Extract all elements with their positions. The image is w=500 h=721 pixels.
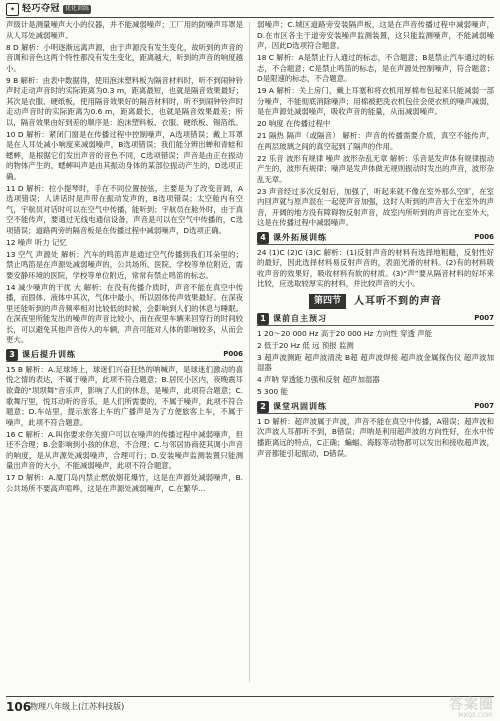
answer-paragraph: 4 声呐 穿透能力强和反射 超声加湿器: [257, 375, 380, 385]
page-number: 106: [6, 700, 32, 714]
section-number: 4: [257, 232, 269, 244]
chapter-section-label: 第四节: [309, 294, 346, 309]
section-title: 课外拓展训练: [273, 233, 327, 243]
answer-paragraph: 3 超声波测距 超声波清洗 B超 超声波焊接 超声波金属探伤仪 超声波加湿器: [257, 352, 494, 373]
answer-paragraph: 1 20～20 000 Hz 高于20 000 Hz 方向性 穿透 声能: [257, 328, 433, 338]
section-title: 课后提升训练: [22, 350, 76, 360]
section-number: 1: [257, 313, 269, 325]
section-header-preview: [257, 313, 494, 326]
header-rule: [6, 17, 494, 18]
answer-paragraph: 21 隔热 隔声（或隔音） 解析：声音的传播需要介质，真空不能传声，在两层玻璃之间的真空起到了隔声的作用。: [257, 131, 494, 151]
section-header-consolidation: [257, 401, 494, 414]
answer-paragraph: 15 B 解析：A.足球场上，球迷们兴奋狂热的呐喊声，是球迷们激动的喜悦之情的表达，不属于噪声，此项不符合题意；B.居民小区内，夜晚震耳欲聋的“坝坝舞”音乐声，影响了人们的休息，是噪声，此项符合题意；C.歌舞厅里，悦耳动听的音乐，是人们所需要的，不属于噪声，此项不符合题意；D.车站里，提示旅客上车的广播声是为了方便旅客上车，不属于噪声，此项不符合题意。: [6, 364, 243, 427]
answer-paragraph: 13 空气 声源处 解析：汽车的鸣笛声是通过空气传播到我们耳朵里的；禁止鸣笛是在声源处减弱噪声的，公共场所、医院、学校等单位附近，需要安静环境的医院，学校等单位附近，常常有禁止鸣笛的标志。: [6, 249, 243, 280]
answer-paragraph: 20 响度 在传播过程中: [257, 119, 331, 129]
answer-paragraph: 8 D 解析：小明逐渐远离声源，由于声源没有发生变化，故听到的声音的音调和音色这两个特性都没有发生变化，距离越大，听到的声音的响度越小。: [6, 42, 243, 73]
answer-paragraph: 23 声音经过多次反射后，加强了，听起来就不像在室外那么空旷，在室内回声就与原声混在一起使声音加强，这时人听到的声音大于在室外的声音，开阔的地方没有障碍物反射声音，故室内所听到的声音比在室外大，这是在传播过程中减弱噪声。: [257, 186, 494, 228]
answer-paragraph: 2 低于20 Hz 低 远 预报 监测: [257, 340, 354, 350]
section-page-ref: P006: [223, 350, 243, 358]
answer-paragraph: 22 乐音 波形有规律 噪声 波形杂乱无章 解析：乐音是发声体有规律振动产生的，波形有规律；噪声是发声体做无规则振动时发出的声音，波形杂乱无章。: [257, 153, 494, 184]
brand-logo: [6, 3, 91, 16]
answer-paragraph: 14 减少噪声的干扰 大 解析：在没有传播介质时，声音不能在真空中传播，而固体、液体中其次，气体中最小，所以固体传声效果最好。在深夜里还能听到的声音频率相对比较低的时候，会影响到人们的休息与睡眠。在深夜里所能发出的噪声的声音比较小，而在夜里车辆来回穿行的时间较长，可以避免其他声音传入的车辆，声音可能对人体的影响较多，从而会更大。: [6, 282, 243, 345]
answer-paragraph: 19 A 解析：关上房门，戴上耳塞和将衣机用厚棉布包起来只能减弱一部分噪声，不能彻底消除噪声；用棉被把洗衣机包住会使衣机的噪声减弱，是在声源处减弱噪声，吸收声音的能量，从而减弱噪声。: [257, 86, 494, 117]
answer-paragraph: 24 (1)C (2)C (3)C 解析：(1)反射声音的材料有选择地粗糙，反射性好的最好，因此选择材料易反射声音的，表面光滑的材料。(2)有的材料吸收声音的效果好，吸收材料有软的材质。(3)“声”要从隔音材料的好坏来比较，应选取较厚实的材料，并比较声音的大小。: [257, 247, 494, 289]
answer-paragraph: 18 C 解析：A是禁止行人通过的标志，不合题意；B是禁止汽车通过的标志，不合题意；C是禁止鸣笛的标志，是在声源处控制噪声，符合题意；D是限速的标志，不合题意。: [257, 53, 494, 84]
footer-rule: [6, 696, 494, 697]
answer-paragraph: 5 300 能: [257, 387, 288, 397]
right-column: [257, 20, 494, 461]
section-title: 课堂巩固训练: [273, 402, 327, 412]
section-number: 2: [257, 401, 269, 413]
chapter-heading: [257, 294, 494, 310]
answer-paragraph: 1 D 解析：超声波属于声波，声音不能在真空中传播，A错误；超声波和次声波人耳都听不到，B错误；声呐是利用超声波的方向性好，在水中传播距离远的特点，C正确；蝙蝠、海豚等动物都可以发出和接收超声波，声音都能引起振动，D错误。: [257, 416, 494, 458]
answer-paragraph: 17 D 解析：A.厦门岛内禁止燃放烟花爆竹，这是在声源处减弱噪声，B.公共场所不要高声喧哗，这是在声源处减弱噪声，C.在繁华...: [6, 473, 243, 493]
answer-paragraph: 声级计是测量噪声大小的仪器，并不能减弱噪声；工厂用的防噪声耳罩是从人耳处减弱噪声。: [6, 20, 243, 40]
section-header-after-class: [6, 349, 243, 362]
page-footer: [6, 696, 494, 719]
answer-paragraph: 16 C 解析：A.叫你要求你关窗户可以在噪声的传播过程中减弱噪声，但还不合理；B.会影响到小孩的休息，不合理；C.与邻居协商使其调小声音的响度，是从声源处减弱噪声，合理可行；D.安装噪声监测装置只能测量出声音的大小，不能减弱噪声，此项不符合题意。: [6, 429, 243, 471]
section-header-extension: [257, 232, 494, 245]
answer-paragraph: 12 噪声 听力 记忆: [6, 237, 67, 247]
chapter-title: 人耳听不到的声音: [354, 295, 442, 307]
section-page-ref: P007: [474, 401, 494, 410]
logo-subtitle: 优化训练: [65, 5, 90, 13]
column-divider: [249, 22, 250, 682]
answer-paragraph: 弱噪声；C.城区道路旁安装隔声板，这是在声音传播过程中减弱噪声，D.在市区各主干道旁安装噪声监测装置，这只能监测噪声，不能减弱噪声，因此D选项符合题意。: [257, 20, 494, 51]
section-title: 课前自主预习: [273, 314, 327, 324]
section-page-ref: P006: [474, 232, 494, 241]
section-number: 3: [6, 349, 18, 361]
logo-text: 轻巧夺冠: [22, 4, 61, 15]
answer-paragraph: 9 B 解析：由表中数据得，使用泡沫塑料板为隔音材料时，听不到闹钟铃声时走动声音时的实际距离为0.3 m，距离最短，也就是隔音效果最好；其次是衣服、硬纸板，使用隔音效果好的隔音材料时，听不到闹钟铃声时走动声音时的实际距离为0.6 m，距离最长，也就是隔音效果最差；所以，隔音效果由好到差的顺序是：泡沫塑料板、衣服、硬纸板、锡箔纸。: [6, 75, 243, 127]
watermark-url: MXQE.COM: [458, 712, 492, 719]
answer-paragraph: 10 D 解析：紧闭门窗是在传播过程中控制噪声，A选项错误；戴上耳罩是在人耳处减小响度来减弱噪声，B选项错误；我们能分辨出蝉和青蛙和蟋蟀，是根据它们发出声音的音色不同，C选项错误；声音是由正在振动的物体产生的，蟋蟀叫声是由其振动身体的某部位振动产生的，D选项正确。: [6, 129, 243, 181]
book-title: 物理八年级上(江苏科技版): [30, 702, 125, 711]
page-header: [6, 3, 494, 17]
left-column: [6, 20, 243, 496]
section-page-ref: P007: [474, 313, 494, 322]
answer-paragraph: 11 D 解析：拉小提琴时，手在不同位置按弦，主要是为了改变音调，A选项错误；人讲话时是声带在振动发声的，B选项错误；太空舱内有空气，宇航员对话时可以在空气中传播，能听到；宇航员在舱外时，由于真空不能传声，要通过无线电通信设备，声音是可以在空气中传播的，C选项错误；道路两旁的隔音板是在传播过程中减弱噪声，D选项正确。: [6, 183, 243, 235]
watermark: 答案圈: [449, 697, 494, 713]
book-icon: ✦: [6, 3, 19, 16]
